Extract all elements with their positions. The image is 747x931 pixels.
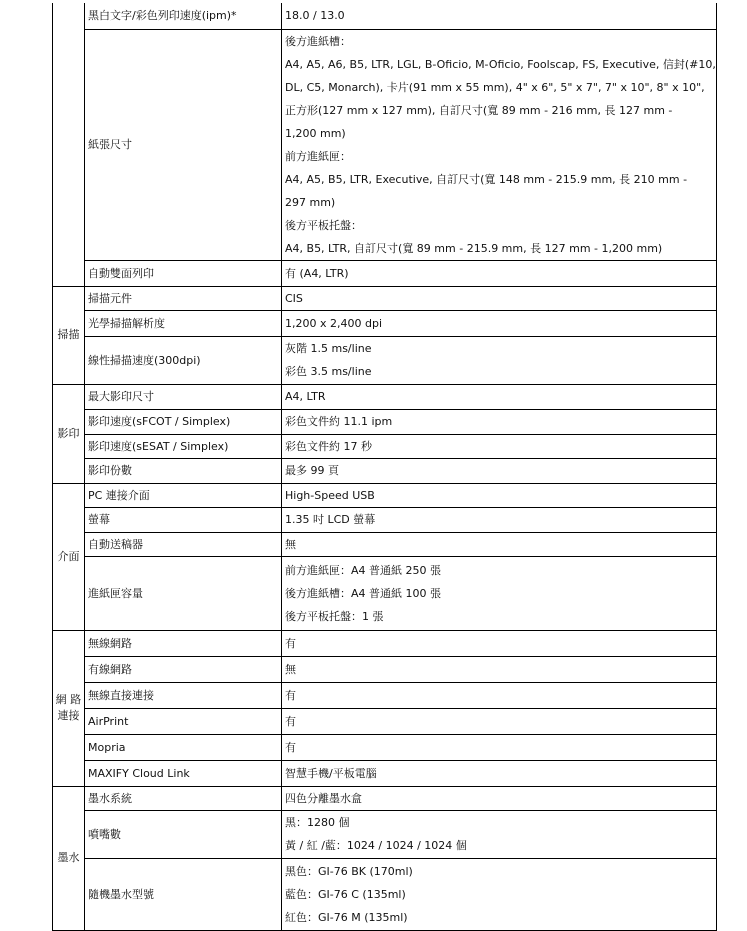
spec-value-line: CIS xyxy=(285,291,303,305)
spec-label-text: 無線網路 xyxy=(88,636,132,650)
spec-label-text: 無線直接連接 xyxy=(88,688,154,702)
spec-value-line: 最多 99 頁 xyxy=(285,464,339,477)
spec-row xyxy=(53,458,717,483)
spec-row xyxy=(53,336,717,384)
spec-value xyxy=(282,260,717,286)
spec-value xyxy=(282,483,717,507)
spec-label-text: MAXIFY Cloud Link xyxy=(88,766,190,780)
spec-value xyxy=(282,434,717,458)
spec-value xyxy=(282,786,717,810)
spec-label-text: 隨機墨水型號 xyxy=(88,887,154,901)
spec-label-text: 紙張尺寸 xyxy=(88,138,132,151)
spec-label xyxy=(85,483,282,507)
spec-row xyxy=(53,734,717,760)
spec-row xyxy=(53,310,717,336)
spec-value-line: 後方平板托盤：1 張 xyxy=(285,609,384,623)
spec-label-text: 進紙匣容量 xyxy=(88,586,143,600)
spec-row xyxy=(53,3,717,29)
spec-row xyxy=(53,656,717,682)
spec-value xyxy=(282,286,717,310)
spec-table xyxy=(52,3,717,931)
spec-row xyxy=(53,286,717,310)
spec-value-line: 18.0 / 13.0 xyxy=(285,9,345,23)
group-label: 影印 xyxy=(57,426,80,440)
spec-value xyxy=(282,336,717,384)
spec-value-line: 灰階 1.5 ms/line xyxy=(285,342,372,355)
spec-value-line: 無 xyxy=(285,537,296,551)
spec-value xyxy=(282,760,717,786)
spec-label xyxy=(85,786,282,810)
spec-value xyxy=(282,458,717,483)
spec-value xyxy=(282,734,717,760)
spec-label xyxy=(85,434,282,458)
spec-label-text: 自動送稿器 xyxy=(88,537,143,551)
spec-value xyxy=(282,858,717,930)
spec-value-line: 彩色文件約 11.1 ipm xyxy=(285,415,393,428)
spec-value-line: A4, LTR xyxy=(285,390,326,403)
spec-value-line: 有 xyxy=(285,688,296,702)
spec-value xyxy=(282,682,717,708)
spec-label-text: 噴嘴數 xyxy=(88,827,121,841)
spec-label-text: 自動雙面列印 xyxy=(88,266,154,280)
spec-value xyxy=(282,409,717,434)
spec-label xyxy=(85,656,282,682)
spec-value-line: 彩色文件約 17 秒 xyxy=(285,439,372,453)
spec-label-text: Mopria xyxy=(88,740,126,754)
spec-value xyxy=(282,556,717,630)
spec-value-line: 後方平板托盤： xyxy=(285,218,362,232)
spec-label xyxy=(85,682,282,708)
spec-value xyxy=(282,3,717,29)
spec-label xyxy=(85,734,282,760)
spec-value-line: 黑：1280 個 xyxy=(285,816,350,829)
spec-value xyxy=(282,507,717,532)
spec-value-line: 後方進紙槽： xyxy=(285,34,351,48)
group-cell xyxy=(53,286,85,384)
spec-label xyxy=(85,630,282,656)
spec-value xyxy=(282,532,717,556)
spec-row xyxy=(53,260,717,286)
spec-row xyxy=(53,507,717,532)
spec-value-line: 四色分離墨水盒 xyxy=(285,791,362,805)
spec-value-line: 彩色 3.5 ms/line xyxy=(285,365,372,378)
spec-row xyxy=(53,810,717,858)
spec-value-line: 無 xyxy=(285,662,296,676)
spec-label xyxy=(85,708,282,734)
spec-label-text: 有線網路 xyxy=(88,662,132,676)
spec-value-line: A4, A5, B5, LTR, Executive, 自訂尺寸(寬 148 mm - 215.9 mm, 長 210 mm - xyxy=(285,172,688,186)
spec-label xyxy=(85,3,282,29)
spec-label-text: 最大影印尺寸 xyxy=(88,390,154,403)
spec-label-text: 影印速度(sESAT / Simplex) xyxy=(88,439,229,453)
spec-label-text: 影印份數 xyxy=(88,464,132,477)
spec-row xyxy=(53,384,717,409)
spec-value xyxy=(282,310,717,336)
spec-label-text: 黑白文字/彩色列印速度(ipm)* xyxy=(88,9,237,23)
spec-value-line: 1.35 吋 LCD 螢幕 xyxy=(285,513,376,526)
group-cell xyxy=(53,384,85,483)
spec-value-line: High-Speed USB xyxy=(285,488,375,502)
spec-row xyxy=(53,760,717,786)
spec-label-text: 掃描元件 xyxy=(88,291,132,305)
spec-value-line: 後方進紙槽：A4 普通紙 100 張 xyxy=(285,586,442,600)
spec-label xyxy=(85,336,282,384)
spec-value-line: A4, B5, LTR, 自訂尺寸(寬 89 mm - 215.9 mm, 長 127 mm - 1,200 mm) xyxy=(285,241,663,255)
spec-value-line: 前方進紙匣：A4 普通紙 250 張 xyxy=(285,563,442,577)
spec-value-line: A4, A5, A6, B5, LTR, LGL, B-Oficio, M-Oficio, Foolscap, FS, Executive, 信封(#10, xyxy=(285,57,716,71)
spec-label xyxy=(85,556,282,630)
spec-label-text: 光學掃描解析度 xyxy=(88,316,165,330)
spec-label xyxy=(85,310,282,336)
spec-label-text: 墨水系統 xyxy=(88,791,132,805)
spec-row xyxy=(53,858,717,930)
spec-row xyxy=(53,434,717,458)
spec-label-text: 影印速度(sFCOT / Simplex) xyxy=(88,415,231,428)
spec-value xyxy=(282,630,717,656)
spec-row xyxy=(53,556,717,630)
spec-value-line: 有 xyxy=(285,636,296,650)
spec-row xyxy=(53,682,717,708)
spec-label xyxy=(85,810,282,858)
spec-value-line: 黑色：GI-76 BK (170ml) xyxy=(285,864,413,878)
spec-row xyxy=(53,483,717,507)
group-cell xyxy=(53,630,85,786)
spec-label xyxy=(85,29,282,260)
spec-value-line: 1,200 x 2,400 dpi xyxy=(285,316,383,330)
spec-value-line: 1,200 mm) xyxy=(285,126,346,140)
group-label: 網 路 連接 xyxy=(55,693,82,722)
spec-label xyxy=(85,286,282,310)
spec-label-text: 螢幕 xyxy=(88,513,110,526)
group-label: 介面 xyxy=(57,549,80,563)
spec-value xyxy=(282,656,717,682)
spec-row xyxy=(53,708,717,734)
spec-value-line: 297 mm) xyxy=(285,195,336,209)
spec-label-text: PC 連接介面 xyxy=(88,488,150,502)
spec-label xyxy=(85,260,282,286)
group-cell xyxy=(53,786,85,930)
spec-label-text: 線性掃描速度(300dpi) xyxy=(88,353,201,367)
group-cell xyxy=(53,483,85,630)
spec-label xyxy=(85,507,282,532)
spec-row xyxy=(53,786,717,810)
spec-value-line: 黃 / 紅 /藍：1024 / 1024 / 1024 個 xyxy=(285,839,467,852)
spec-value-line: 有 (A4, LTR) xyxy=(285,266,349,280)
spec-label xyxy=(85,858,282,930)
spec-value xyxy=(282,384,717,409)
group-label: 墨水 xyxy=(57,851,80,864)
spec-value-line: 藍色：GI-76 C (135ml) xyxy=(285,887,406,901)
group-label: 掃描 xyxy=(57,328,80,341)
spec-label xyxy=(85,458,282,483)
spec-row xyxy=(53,532,717,556)
spec-row xyxy=(53,630,717,656)
spec-value-line: 有 xyxy=(285,740,296,754)
spec-value-line: 前方進紙匣： xyxy=(285,149,351,163)
spec-row xyxy=(53,409,717,434)
spec-value-line: 有 xyxy=(285,714,296,728)
spec-value-line: 紅色：GI-76 M (135ml) xyxy=(285,910,408,924)
spec-value xyxy=(282,810,717,858)
spec-label xyxy=(85,384,282,409)
spec-label-text: AirPrint xyxy=(88,714,129,728)
group-cell-print xyxy=(53,3,85,286)
spec-label xyxy=(85,409,282,434)
spec-value xyxy=(282,29,717,260)
spec-value-line: DL, C5, Monarch), 卡片(91 mm x 55 mm), 4" x 6", 5" x 7", 7" x 10", 8" x 10", xyxy=(285,80,705,94)
spec-value xyxy=(282,708,717,734)
spec-label xyxy=(85,532,282,556)
spec-value-line: 智慧手機/平板電腦 xyxy=(285,766,377,780)
spec-row xyxy=(53,29,717,260)
spec-value-line: 正方形(127 mm x 127 mm), 自訂尺寸(寬 89 mm - 216 mm, 長 127 mm - xyxy=(285,103,673,117)
spec-label xyxy=(85,760,282,786)
